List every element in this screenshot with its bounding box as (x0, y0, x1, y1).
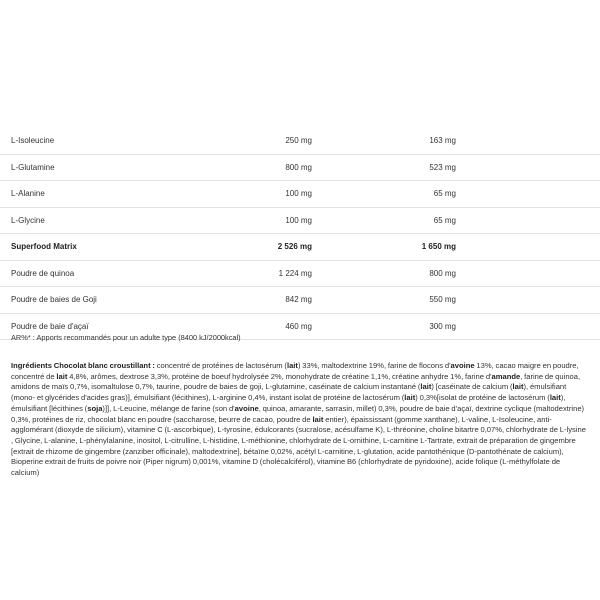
value-per-100g: 550 mg (429, 295, 456, 304)
value-per-100g: 163 mg (429, 136, 456, 145)
nutrient-name: Superfood Matrix (11, 242, 77, 251)
ingredient-text: 4,8%, arômes, dextrose 3,3%, protéine de boeuf hydrolysée 2%, monohydrate de créatine 1,1%, créatine anhydre 1%, farine d' (67, 371, 492, 381)
value-per-portion: 1 224 mg (278, 268, 312, 278)
allergen-word: lait (286, 361, 298, 370)
allergen-word: lait (404, 393, 416, 403)
footnote: AR%* : Apports recommandés pour un adulte type (8400 kJ/2000kcal) (11, 333, 241, 342)
value-per-100g: 523 mg (429, 162, 456, 172)
value-per-portion: 250 mg (285, 136, 312, 145)
ingredient-text: concentré de protéines de lactosérum ( (154, 361, 287, 370)
allergen-word: amande (491, 371, 521, 381)
nutrition-row-heading (0, 234, 600, 261)
nutrition-row (0, 181, 600, 208)
allergen-word: avoine (234, 403, 259, 413)
value-per-portion: 100 mg (285, 215, 312, 225)
nutrition-row (0, 261, 600, 288)
nutrition-row (0, 287, 600, 314)
ingredient-text: , quinoa, amarante, sarrasin, millet) 0,3%, poudre de baie d'açaï, dextrine cyclique (maltodextrine) 0,3%, protéines de riz, chocolat blanc en poudre (saccharose, beurre de cacao, poudre de (11, 403, 585, 424)
value-per-portion: 842 mg (285, 295, 312, 304)
nutrition-row (0, 155, 600, 182)
nutrient-name: L-Glycine (11, 215, 45, 225)
value-per-portion: 800 mg (285, 162, 312, 172)
value-per-100g: 65 mg (433, 189, 456, 198)
allergen-word: lait (549, 393, 561, 403)
value-per-100g: 65 mg (433, 215, 456, 225)
ingredient-text: ) 33%, maltodextrine 19%, farine de flocons d' (297, 361, 451, 370)
value-per-100g: 300 mg (429, 321, 456, 331)
ingredients-list (11, 361, 586, 477)
ingredients-text (11, 361, 589, 479)
ingredient-text: entier), épaississant (gomme xanthane), L-valine, L-Isoleucine, anti-agglomérant (dioxyde de silicium), vitamine C (L-ascorbique), L-tyrosine, édulcorants (sucralose, acésulfame K), L-thréonine, choline bitartre 0,07%, chlorhydrate de L-lysine , Glycine, L-alanine, L-phénylalanine, inositol, L-citrulline, L-histidine, L-méthionine, chlorhydrate de L-ornithine, L-carnitine L-Tartrate, extrait de préparation de gingembre [extrait de rhizome de gingembre (zanziber officinale), maltodextrine], bétaïne 0,02%, acétyl L-carnitine, L-glutation, acide pantothénique (D-pantothénate de calcium), Bioperine extrait de fruits de poivre noir (Piper nigrum) 0,001%, vitamine D (cholécalciférol), vitamine B6 (chlorhydrate de pyridoxine), acide folique (L-méthylfolate de calcium) (11, 414, 586, 478)
nutrient-name: L-Isoleucine (11, 136, 55, 145)
value-per-portion: 2 526 mg (277, 242, 312, 251)
ingredient-text: , farine de quinoa, amidons de maïs 0,7%, isomaltulose 0,7%, taurine, poudre de baies de goji, L-glutamine, caséinate de calcium instantané ( (11, 371, 581, 392)
ingredient-text: ), émulsifiant (mono- et glycérides d'acides gras)], émulsifiant (lécithines), L-arginine 0,4%, instant isolat de protéine de lactosérum ( (11, 382, 567, 403)
nutrition-table (0, 128, 600, 340)
nutrient-name: L-Glutamine (11, 162, 55, 172)
allergen-word: avoine (450, 361, 475, 370)
nutrient-name: Poudre de quinoa (11, 268, 75, 278)
nutrient-name: Poudre de baie d'açaï (11, 321, 89, 331)
allergen-word: lait (56, 371, 68, 381)
ingredient-text: )]], L-Leucine, mélange de farine (son d' (102, 403, 235, 413)
allergen-word: lait (420, 382, 432, 392)
ingredients-heading: Ingrédients Chocolat blanc croustillant : (11, 361, 155, 370)
ingredient-text: ) 0,3%[isolat de protéine de lactosérum ( (415, 393, 550, 403)
nutrient-name: L-Alanine (11, 189, 45, 198)
allergen-word: soja (87, 403, 103, 413)
nutrition-row (0, 208, 600, 235)
nutrition-row (0, 128, 600, 155)
allergen-word: lait (512, 382, 524, 392)
ingredient-text: 13%, cacao maigre en poudre, concentré de (11, 361, 579, 381)
value-per-portion: 100 mg (285, 189, 312, 198)
nutrient-name: Poudre de baies de Goji (11, 295, 97, 304)
value-per-portion: 460 mg (285, 321, 312, 331)
ingredient-text: ), émulsifiant [lécithines ( (11, 393, 566, 413)
allergen-word: lait (312, 414, 324, 424)
value-per-100g: 800 mg (429, 268, 456, 278)
ingredient-text: ) [caséinate de calcium ( (431, 382, 513, 392)
value-per-100g: 1 650 mg (421, 242, 456, 251)
